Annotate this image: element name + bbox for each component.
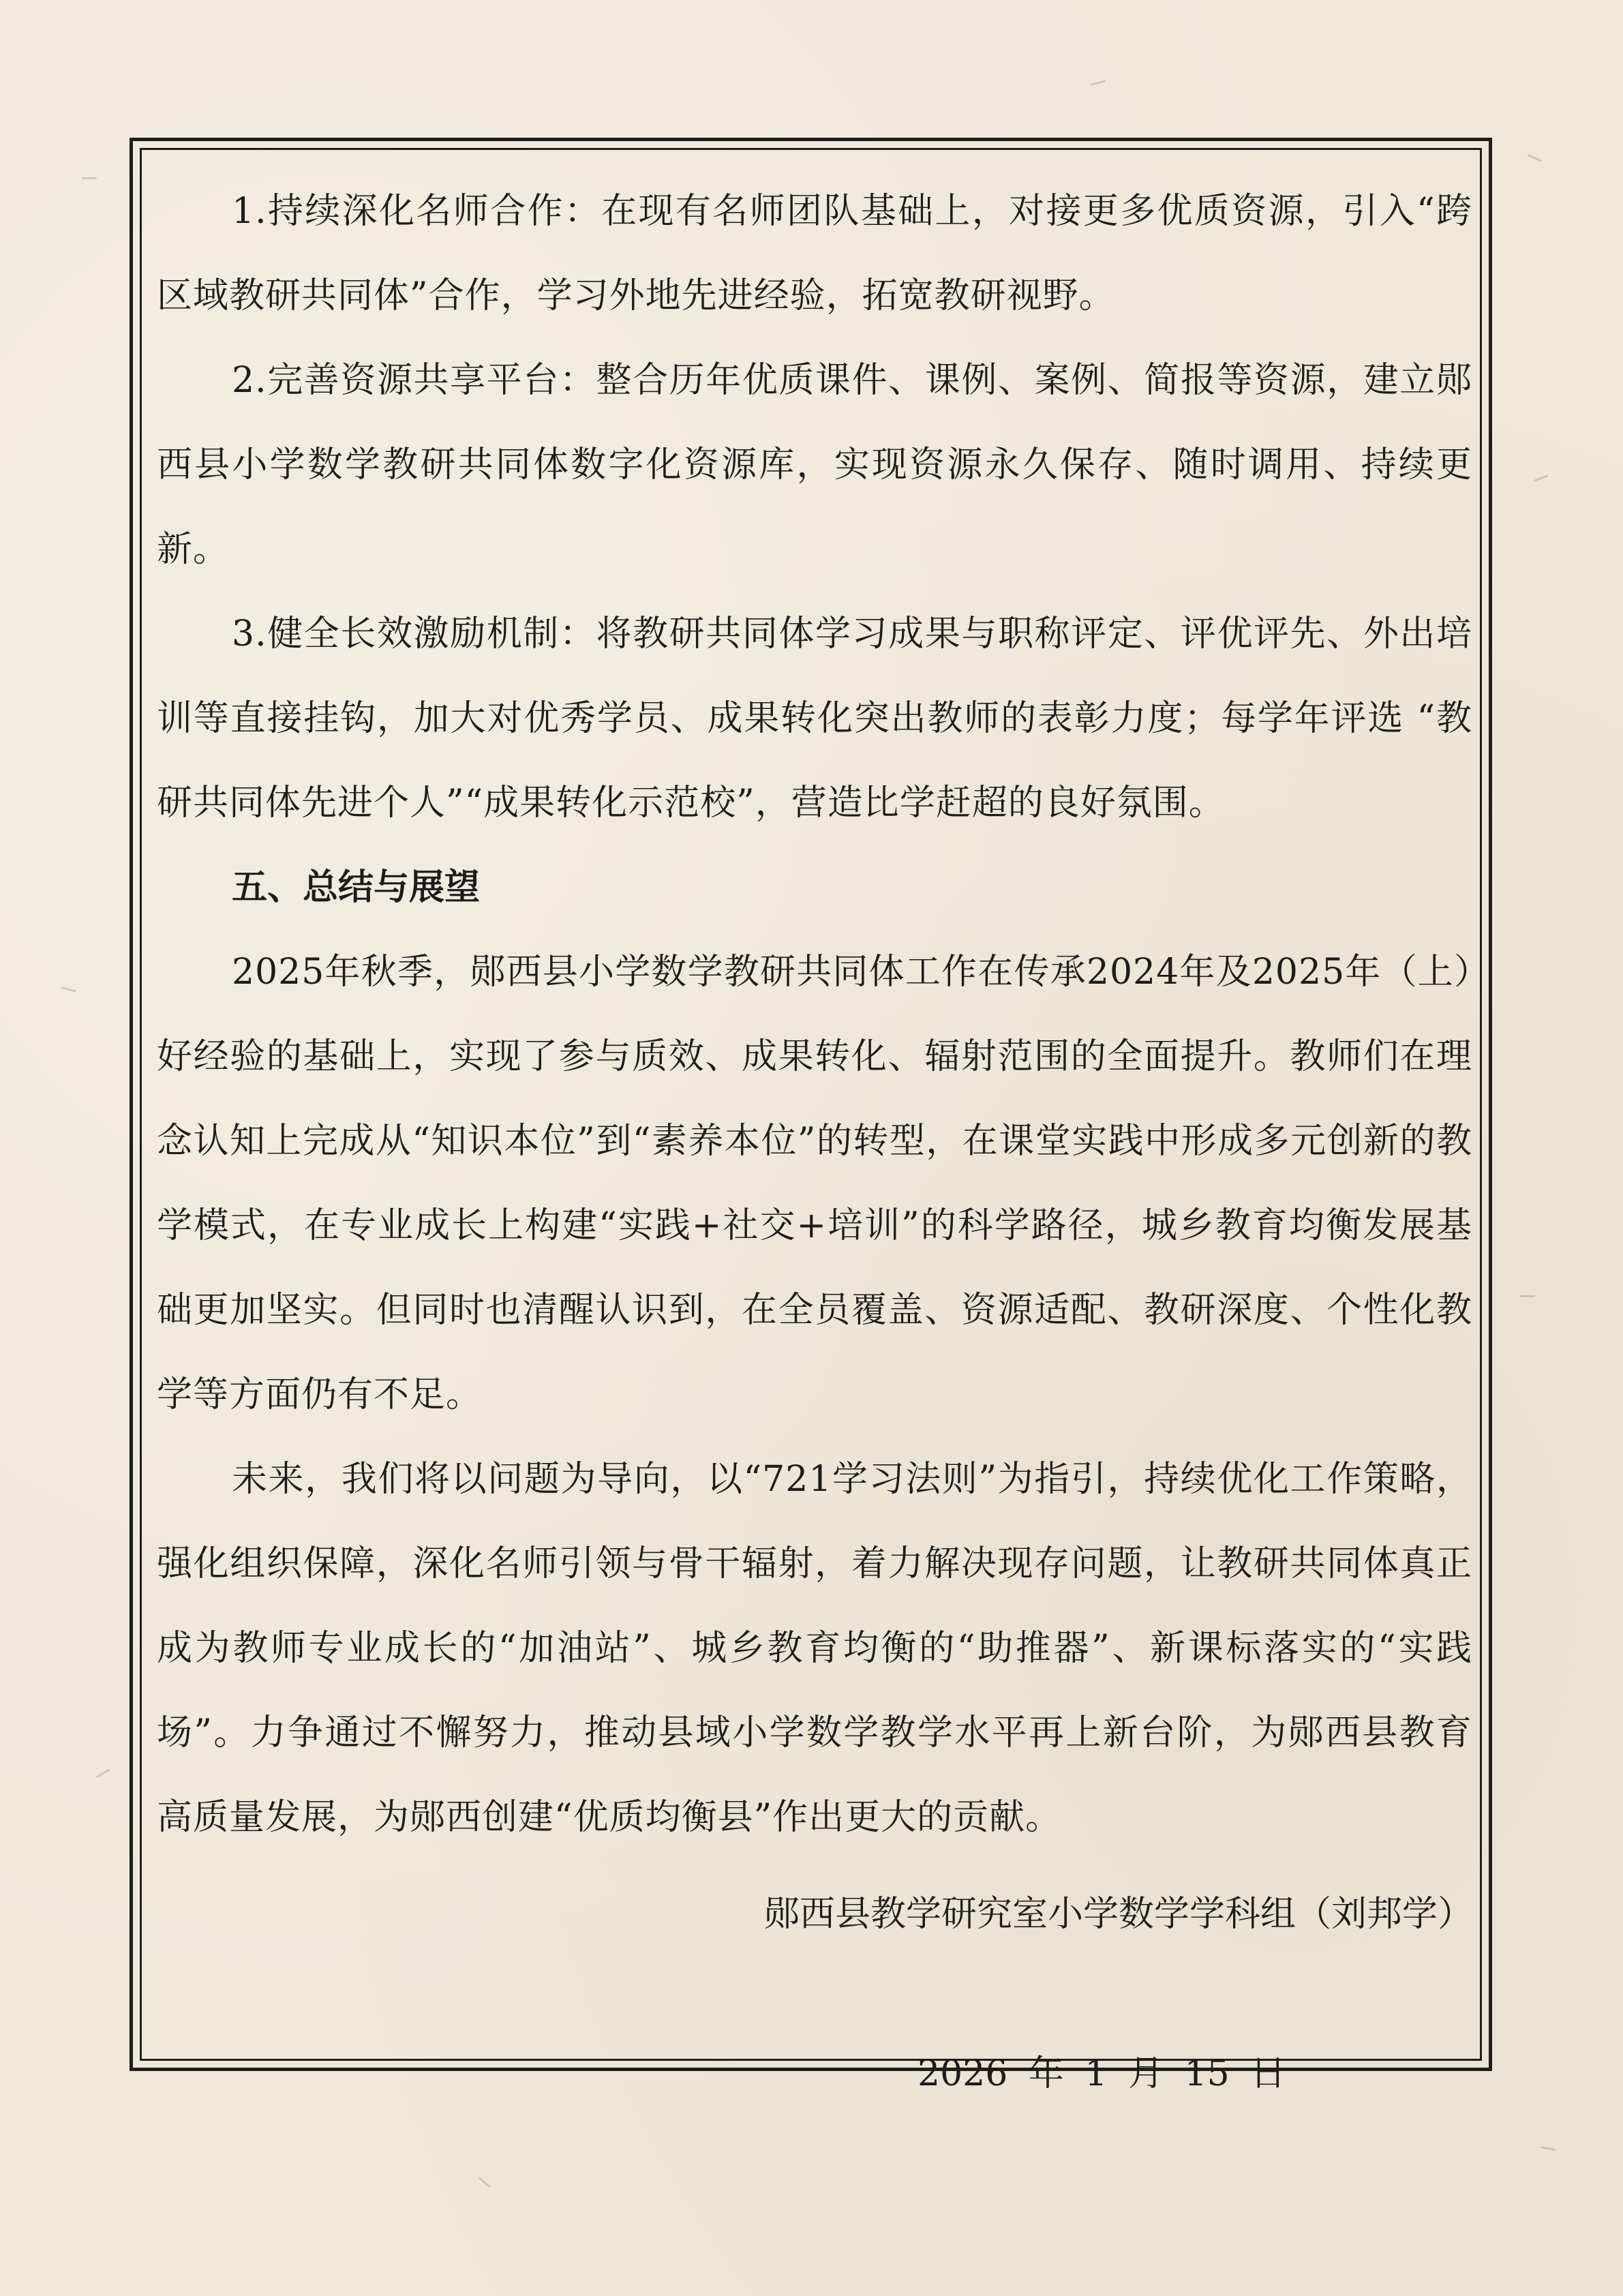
paragraph-outlook: 未来，我们将以问题为导向，以“721学习法则”为指引，持续优化工作策略，强化组织保障，深化名师引领与骨干辐射，着力解决现存问题，让教研共同体真正成为教师专业成长的“加油站”、城乡教育均衡的“助推器”、新课标落实的“实践场”。力争通过不懈努力，推动县域小学数学教学水平再上新台阶，为郧西县教育高质量发展，为郧西创建“优质均衡县”作出更大的贡献。 <box>157 1459 1472 1838</box>
paper-fleck <box>61 986 76 993</box>
document-date: 2026 年 1 月 15 日 <box>917 2053 1286 2094</box>
paper-fleck <box>1541 2146 1556 2151</box>
paragraph-summary: 2025年秋季，郧西县小学数学教研共同体工作在传承2024年及2025年（上）好经验的基础上，实现了参与质效、成果转化、辐射范围的全面提升。教师们在理念认知上完成从“知识本位”到“素养本位”的转型，在课堂实践中形成多元创新的教学模式，在专业成长上构建“实践+社交+培训”的科学路径，城乡教育均衡发展基础更加坚实。但同时也清醒认识到，在全员覆盖、资源适配、教研深度、个性化教学等方面仍有不足。 <box>157 952 1472 1415</box>
paper-fleck <box>479 2177 491 2188</box>
paper-fleck <box>1520 1295 1535 1297</box>
paper-fleck <box>96 1769 110 1779</box>
paragraph-cooperation: 1.持续深化名师合作：在现有名师团队基础上，对接更多优质资源，引入“跨区域教研共同体”合作，学习外地先进经验，拓宽教研视野。 <box>157 191 1472 316</box>
paper-fleck <box>82 177 97 179</box>
paragraph-resource-sharing: 2.完善资源共享平台：整合历年优质课件、课例、案例、简报等资源，建立郧西县小学数学教研共同体数字化资源库，实现资源永久保存、随时调用、持续更新。 <box>157 360 1472 570</box>
paper-fleck <box>1527 153 1541 162</box>
section-heading-summary: 五、总结与展望 <box>232 867 481 908</box>
paper-fleck <box>1534 474 1549 481</box>
document-body <box>157 169 1472 1860</box>
signature-line: 郧西县教学研究室小学数学学科组（刘邦学） <box>763 1894 1473 1935</box>
paragraph-incentive: 3.健全长效激励机制：将教研共同体学习成果与职称评定、评优评先、外出培训等直接挂钩，加大对优秀学员、成果转化突出教师的表彰力度；每学年评选 “教研共同体先进个人”“成果转化示范校”，营造比学赶超的良好氛围。 <box>157 614 1472 824</box>
paper-fleck <box>1091 80 1106 86</box>
